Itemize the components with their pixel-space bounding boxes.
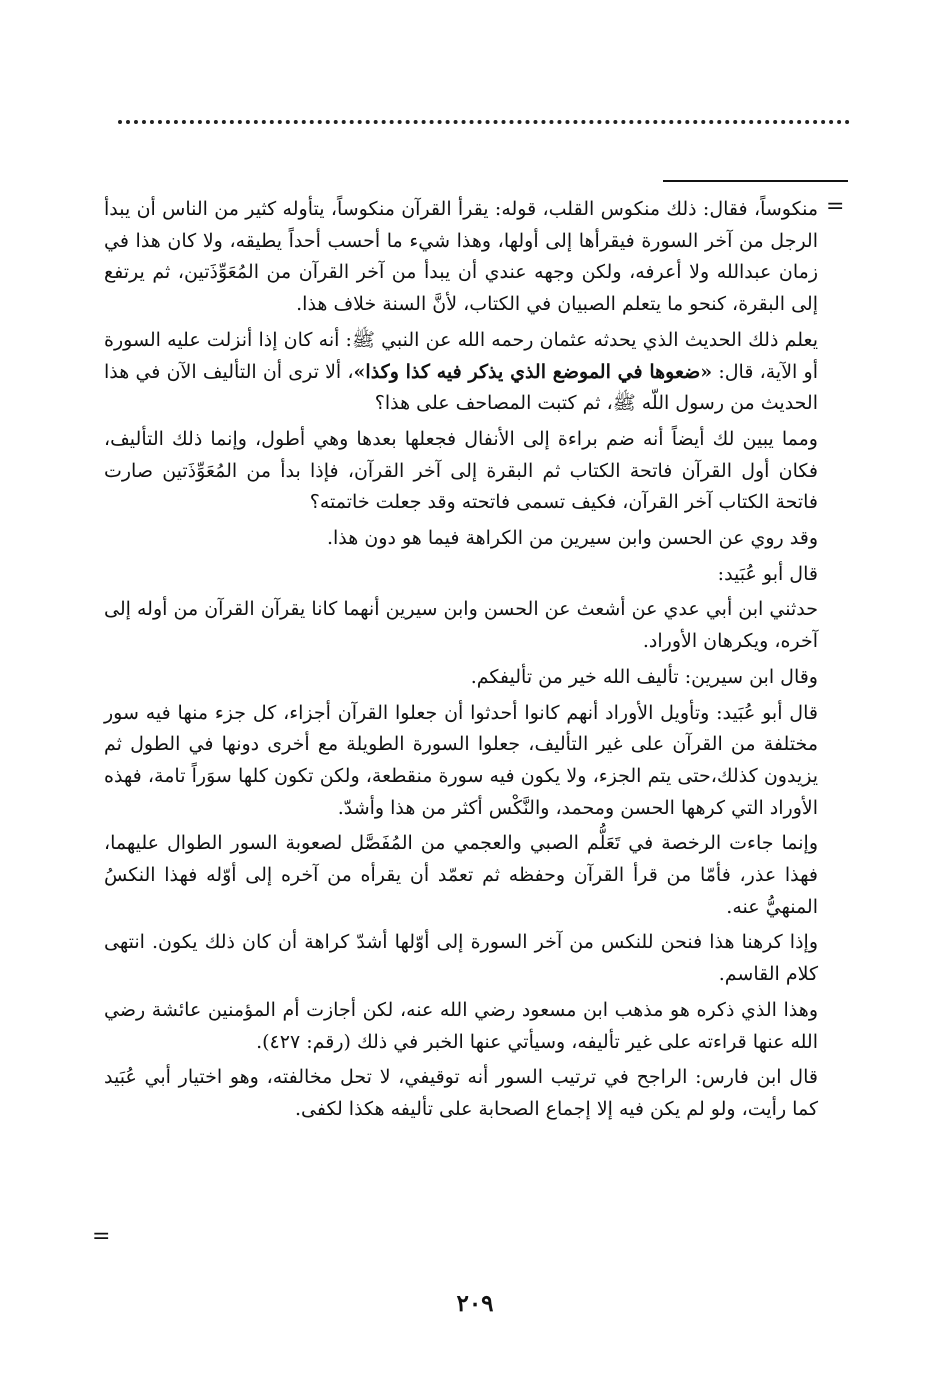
footnote-body [104,194,818,1130]
dotted-separator [118,110,850,124]
page-number: ٢٠٩ [456,1290,494,1317]
paragraph: وقال ابن سيرين: تأليف الله خير من تأليفكم. [470,665,818,688]
paragraph: ومما يبين لك أيضاً أنه ضم براءة إلى الأنفال فجعلها بعدها وهي أطول، وإنما ذلك التأليف، فكان أول القرآن فاتحة الكتاب ثم البقرة إلى آخر القرآن، فإذا بدأ من المُعَوِّذَتين صارت فاتحة الكتاب آخر القرآن، فكيف تسمى فاتحته وقد جعلت خاتمته؟ [104,427,818,514]
paragraph-text: يعلم ذلك الحديث الذي يحدثه عثمان رحمه الله عن النبي ﷺ: أنه كان إذا أنزلت عليه السورة أو الآية، قال: [104,328,818,383]
paragraph-text: ، ألا ترى أن التأليف الآن في هذا الحديث من رسول اللّه ﷺ، ثم كتبت المصاحف على هذا؟ [104,360,818,415]
paragraph: قال أبو عُبَيد: [717,562,818,585]
hadith-quote: «ضعوها في الموضع الذي يذكر فيه كذا وكذا» [353,360,713,383]
paragraph: منكوساً، فقال: ذلك منكوس القلب، قوله: يقرأ القرآن منكوساً، يتأوله كثير من الناس أن يبدأ الرجل من آخر السورة فيقرأها إلى أولها، وهذا شيء ما أحسب أحداً يطيقه، ولا كان هذا في زمان عبدالله ولا أعرفه، ولكن وجهه عندي أن يبدأ من آخر القرآن من المُعَوِّذَتين، ثم يرتفع إلى البقرة، كنحو ما يتعلم الصبيان في الكتاب، لأنَّ السنة خلاف هذا. [104,198,818,316]
paragraph: قال ابن فارس: الراجح في ترتيب السور أنه توقيفي، لا تحل مخالفته، وهو اختيار أبي عُبَيد كما رأيت، ولو لم يكن فيه إلا إجماع الصحابة على تأليفه هكذا لكفى. [104,1066,818,1120]
paragraph: قال أبو عُبَيد: وتأويل الأوراد أنهم كانوا أحدثوا أن جعلوا القرآن أجزاء، كل جزء منها فيه سور مختلفة من القرآن على غير التأليف، جعلوا السورة الطويلة مع أخرى دونها في الطول ثم يزيدون كذلك،حتى يتم الجزء، ولا يكون فيه سورة منقطعة، ولكن تكون كلها سوَراً تامة، فهذه الأوراد التي كرهها الحسن ومحمد، والنَّكْس أكثر من هذا وأشدّ. [104,701,818,819]
continuation-marker-start: = [826,194,845,219]
continuation-marker-end: = [92,1224,111,1249]
paragraph-with-quote [104,325,818,420]
paragraph: وقد روي عن الحسن وابن سيرين من الكراهة فيما هو دون هذا. [326,527,818,550]
paragraph: وإنما جاءت الرخصة في تَعَلُّم الصبي والعجمي من المُفَصَّل لصعوبة السور الطوال عليهما، فهذا عذر، فأمّا من قرأ القرآن وحفظه ثم تعمّد أن يقرأه من آخره إلى أوّله فهذا النكسُ المنهيُّ عنه. [104,832,818,918]
footnote-rule [663,180,848,182]
paragraph: حدثني ابن أبي عدي عن أشعث عن الحسن وابن سيرين أنهما كانا يقرآن القرآن من أوله إلى آخره، ويكرهان الأوراد. [104,598,818,653]
paragraph: وإذا كرهنا هذا فنحن للنكس من آخر السورة إلى أوّلها أشدّ كراهة أن كان ذلك يكون. انتهى كلام القاسم. [104,931,818,986]
paragraph: وهذا الذي ذكره هو مذهب ابن مسعود رضي الله عنه، لكن أجازت أم المؤمنين عائشة رضي الله عنها قراءته على غير تأليفه، وسيأتي عنها الخبر في ذلك (رقم: ٤٢٧). [104,998,818,1053]
